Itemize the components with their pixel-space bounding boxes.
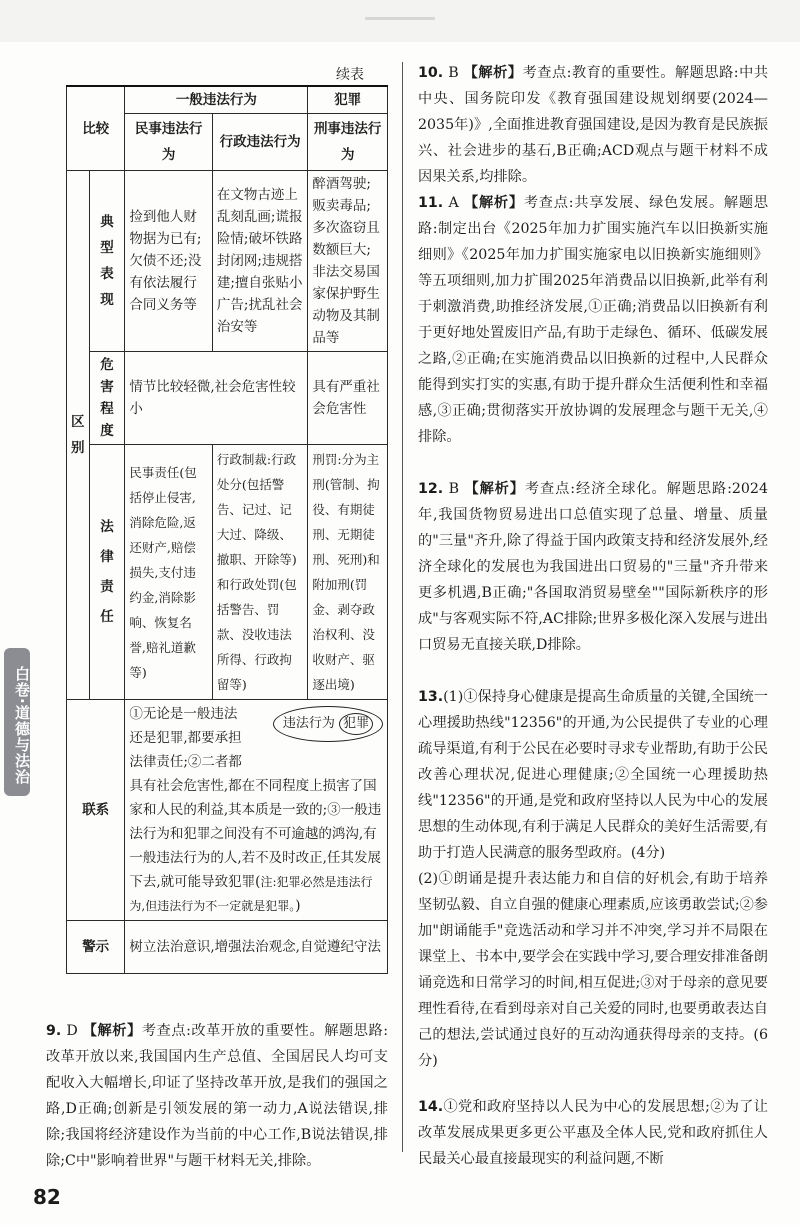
- side-tab: 白卷·道德与法治: [4, 648, 30, 796]
- group-label-difference: 区别: [67, 171, 90, 700]
- liability-admin: 行政制裁:行政处分(包括警告、记过、记大过、降级、撤职、开除等)和行政处罚(包括警告、罚款、没收违法所得、行政拘留等): [212, 445, 307, 700]
- answer-9-number: 9.: [46, 1023, 62, 1039]
- link-line-1: ①无论是一般违法: [129, 706, 238, 722]
- warning-text: 树立法治意识,增强法治观念,自觉遵纪守法: [125, 921, 388, 974]
- answer-11-text: 考查点:共享发展、绿色发展。解题思路:制定出台《2025年加力扩围实施汽车以旧换新实施细则》《2025年加力扩围实施家电以旧换新实施细则》等五项细则,加力扩围2025年消费品以旧换新,此举有利于刺激消费,助推经济发展,①正确;消费品以旧换新有利于更好地处置废旧产品,有助于走绿色、循环、低碳发展之路,②正确;在实施消费品以旧换新的过程中,人民群众能得到实打实的实惠,有助于提升群众生活便利性和幸福感,③正确;贯彻落实开放协调的发展理念与题干无关,④排除。: [418, 195, 769, 445]
- page-number: 82: [33, 1185, 61, 1209]
- liability-civil: 民事责任(包括停止侵害,消除危险,返还财产,赔偿损失,支付违约金,消除影响、恢复名誉,赔礼道歉等): [125, 445, 213, 700]
- answer-12-text: 考查点:经济全球化。解题思路:2024年,我国货物贸易进出口总值实现了总量、增量、质量的"三量"齐升,除了得益于国内政策支持和经济发展外,经济全球化的发展也为我国进出口贸易的"三量"齐升带来更多机遇,B正确;"各国取消贸易壁垒""国际新秩序的形成"与客观实际不符,AC排除;世界多极化深入发展与进出口贸易无直接关联,D排除。: [418, 481, 768, 653]
- answer-13-part2: (2)①朗诵是提升表达能力和自信的好机会,有助于培养坚韧弘毅、自立自强的健康心理素质,应该勇敢尝试;②参加"朗诵能手"竞选活动和学习并不冲突,学习并不局限在课堂上、书本中,要学会在实践中学习,要合理安排准备朗诵竞选和日常学习的时间,相互促进;③对于母亲的意见要理性看待,在看到母亲对自己关爱的同时,也要勇敢表达自己的想法,尝试通过良好的互动沟通获得母亲的支持。(6分): [418, 871, 768, 1069]
- top-tab-mark: [365, 17, 435, 20]
- answer-12: [418, 476, 768, 658]
- answer-12-tag: 【解析】: [464, 481, 525, 497]
- link-line-3: 法律责任;②二者都: [129, 754, 242, 770]
- answer-13: [418, 684, 768, 1074]
- header-crime: 犯罪: [308, 86, 388, 114]
- row-label-liability: 法律责任: [89, 445, 125, 700]
- answer-10-number: 10.: [418, 65, 444, 81]
- answer-14-number: 14.: [418, 1099, 444, 1115]
- answer-9-tag: 【解析】: [82, 1023, 142, 1039]
- row-label-link: 联系: [67, 700, 125, 921]
- liability-crime: 刑罚:分为主刑(管制、拘役、有期徒刑、无期徒刑、死刑)和附加刑(罚金、剥夺政治权利、没收财产、驱逐出境): [308, 445, 388, 700]
- answer-14: [418, 1094, 768, 1172]
- answer-9: [46, 1018, 388, 1174]
- answer-14-text: ①党和政府坚持以人民为中心的发展思想;②为了让改革发展成果更多更公平惠及全体人民,党和政府抓住人民最关心最直接最现实的利益问题,不断: [418, 1099, 768, 1167]
- harm-general: 情节比较轻微,社会危害性较小: [125, 352, 308, 445]
- answer-9-text: 考查点:改革开放的重要性。解题思路:改革开放以来,我国国内生产总值、全国居民人均可支配收入大幅增长,印证了坚持改革开放,是我们的强国之路,D正确;创新是引领发展的第一动力,A说法错误,排除;我国将经济建设作为当前的中心工作,B说法错误,排除;C中"影响着世界"与题干材料无关,排除。: [46, 1023, 388, 1169]
- header-general-violation: 一般违法行为: [125, 86, 308, 114]
- answer-12-letter: B: [448, 481, 460, 497]
- link-line-2: 还是犯罪,都要承担: [129, 730, 242, 746]
- column-divider: [402, 62, 403, 1152]
- answer-13-number: 13.: [418, 689, 444, 705]
- oval-diagram: [273, 706, 383, 742]
- comparison-table: [66, 85, 388, 974]
- answer-11-letter: A: [448, 195, 459, 211]
- col-civil: 民事违法行为: [125, 114, 213, 171]
- answer-10-letter: B: [448, 65, 459, 81]
- col-admin: 行政违法行为: [212, 114, 307, 171]
- answer-13-part1: (1)①保持身心健康是提高生命质量的关键,全国统一心理援助热线"12356"的开通,为公民提供了专业的心理疏导渠道,有利于公民在必要时寻求专业帮助,有助于公民改善心理状况,促进心理健康;②全国统一心理援助热线"12356"的开通,是党和政府坚持以人民为中心的发展思想的生动体现,有利于满足人民群众的美好生活需要,有助于打造人民满意的服务型政府。(4分): [418, 689, 768, 861]
- answer-12-number: 12.: [418, 481, 444, 497]
- answer-11-tag: 【解析】: [463, 195, 524, 211]
- examples-civil: 捡到他人财物据为已有;欠债不还;没有依法履行合同义务等: [125, 171, 213, 352]
- answer-11: [418, 190, 768, 450]
- answer-11-number: 11.: [418, 195, 444, 211]
- row-label-harm: 危害程度: [89, 352, 125, 445]
- row-label-examples: 典型表现: [89, 171, 125, 352]
- top-bar: [0, 0, 800, 42]
- link-end: ): [295, 898, 301, 914]
- row-label-warning: 警示: [67, 921, 125, 974]
- examples-admin: 在文物古迹上乱刻乱画;谎报险情;破坏铁路封闭网;违规搭建;擅自张贴小广告;扰乱社会治安等: [212, 171, 307, 352]
- answer-10: [418, 60, 768, 190]
- examples-crime: 醉酒驾驶;贩卖毒品;多次盗窃且数额巨大;非法交易国家保护野生动物及其制品等: [308, 171, 388, 352]
- oval-inner-label: 犯罪: [339, 713, 373, 735]
- link-cell: [125, 700, 388, 921]
- answer-9-letter: D: [66, 1023, 78, 1039]
- link-line-4: 具有社会危害性,都在不同程度上损害了国家和人民的利益,其本质是一致的;③一般违法行为和犯罪之间没有不可逾越的鸿沟,有一般违法行为的人,若不及时改正,任其发展下去,就可能导致犯罪(: [129, 778, 382, 890]
- harm-crime: 具有严重社会危害性: [308, 352, 388, 445]
- col-criminal: 刑事违法行为: [308, 114, 388, 171]
- answer-10-tag: 【解析】: [463, 65, 523, 81]
- answer-10-text: 考查点:教育的重要性。解题思路:中共中央、国务院印发《教育强国建设规划纲要(2024—2035年)》,全面推进教育强国建设,是因为教育是民族振兴、社会进步的基石,B正确;ACD观点与题干材料不成因果关系,均排除。: [418, 65, 769, 185]
- continued-label: 续表: [336, 67, 364, 83]
- link-note: 注:犯罪必然是违法行为,但违法行为不一定就是犯罪。: [129, 875, 373, 913]
- header-compare: 比较: [67, 86, 125, 171]
- oval-outer-label: 违法行为: [282, 716, 335, 731]
